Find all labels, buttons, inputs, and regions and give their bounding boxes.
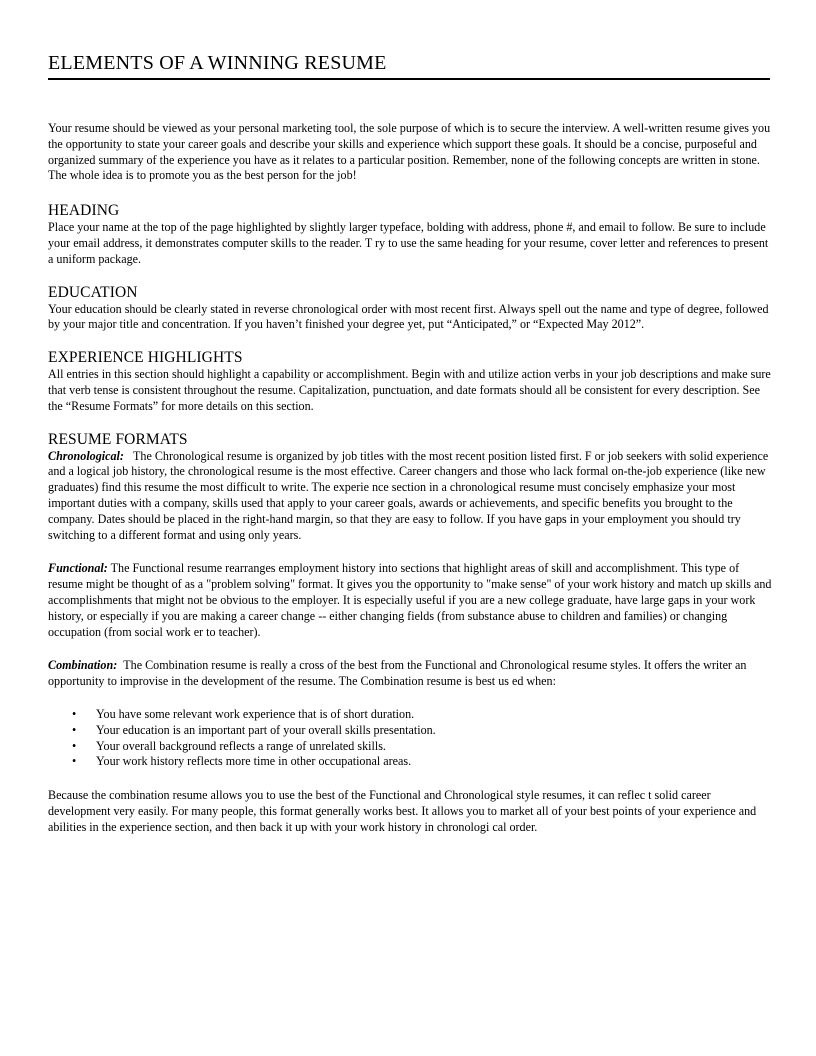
section-heading — [48, 202, 772, 267]
section-title-experience-highlights: EXPERIENCE HIGHLIGHTS — [48, 349, 243, 367]
combination-text: The Combination resume is really a cross of the best from the Functional and Chronological resume styles. It offers the writer an opportunity to improvise in the development of the resume. The Combination resume is best us ed when: — [48, 658, 747, 689]
list-item-text: Your work history reflects more time in other occupational areas. — [96, 754, 412, 769]
list-item — [48, 754, 772, 770]
intro-paragraph: Your resume should be viewed as your personal marketing tool, the sole purpose of which is to secure the interview. A well-written resume gives you the opportunity to state your career goals and describe your skills and experience which support these goals. It should be a concise, purposeful and organized summary of the experience you have as it relates to a particular position. Remember, none of the following concepts are written in stone. The whole idea is to promote you as the best person for the job! — [48, 121, 771, 183]
closing-paragraph: Because the combination resume allows you to use the best of the Functional and Chronological style resumes, it can reflec t solid career development very easily. For many people, this format generally works best. It allows you to market all of your best points of your experience and abilities in the experience section, and then back it up with your work history in chronologi cal order. — [48, 788, 757, 834]
section-education — [48, 284, 772, 334]
document-body — [48, 121, 772, 836]
bullet-icon: • — [72, 738, 77, 753]
list-item-text: Your education is an important part of your overall skills presentation. — [96, 722, 436, 737]
chronological-paragraph — [48, 449, 772, 544]
functional-label: Functional: — [48, 561, 108, 576]
list-item — [48, 739, 772, 755]
combination-paragraph — [48, 658, 772, 690]
title-underline — [48, 78, 770, 80]
bullet-icon: • — [72, 706, 77, 721]
section-text-heading: Place your name at the top of the page highlighted by slightly larger typeface, bolding with address, phone #, and email to follow. Be sure to include your email address, it demonstrates computer skills to the reader. T ry to use the same heading for your resume, cover letter and references to present a uniform package. — [48, 220, 769, 266]
section-title-education: EDUCATION — [48, 283, 138, 301]
combination-bullet-list — [48, 707, 772, 770]
bullet-icon: • — [72, 722, 77, 737]
functional-text: The Functional resume rearranges employment history into sections that highlight areas of skill and accomplishment. This type of resume might be thought of as a "problem solving" format. It gives you the opportunity to "make sense" of your work history and match up skills and accomplishments that might not be obvious to the employer. It is especially useful if you are a new college graduate, have large gaps in your work history, or especially if you are making a career change -- either changing fields (from substance abuse to children and families) or changing occupation (from social work er to teacher). — [48, 561, 772, 639]
document-title: ELEMENTS OF A WINNING RESUME — [48, 52, 387, 74]
functional-paragraph — [48, 561, 772, 640]
list-item — [48, 707, 772, 723]
combination-label: Combination: — [48, 658, 118, 673]
section-text-experience-highlights: All entries in this section should highlight a capability or accomplishment. Begin with and utilize action verbs in your job descriptions and make sure that verb tense is consistent throughout the resume. Capitalization, punctuation, and date formats should all be consistent for every description. See the “Resume Formats” for more details on this section. — [48, 367, 771, 413]
list-item-text: Your overall background reflects a range of unrelated skills. — [96, 738, 386, 753]
section-title-resume-formats: RESUME FORMATS — [48, 430, 188, 448]
chronological-text: The Chronological resume is organized by job titles with the most recent position listed first. F or job seekers with solid experience and a logical job history, the chronological resume is the most effective. Career changers and those who lack formal on-the-job experience (like new graduates) find this resume the most difficult to write. The experie nce section in a chronological resume must concisely emphasize your most important duties with a company, skills used that apply to your career goals, awards or achievements, and specific benefits you brought to the company. Dates should be placed in the right-hand margin, so that they are easy to follow. If you have gaps in your employment you should try switching to a different format and using only years. — [48, 448, 769, 542]
bullet-icon: • — [72, 754, 77, 769]
section-resume-formats — [48, 431, 772, 836]
section-title-heading: HEADING — [48, 202, 120, 220]
section-text-education: Your education should be clearly stated in reverse chronological order with most recent first. Always spell out the name and type of degree, followed by your major title and concentration. If you haven’t finished your degree yet, put “Anticipated,” or “Expected May 2012”. — [48, 301, 769, 332]
list-item-text: You have some relevant work experience that is of short duration. — [96, 706, 415, 721]
chronological-label: Chronological: — [48, 448, 124, 463]
list-item — [48, 723, 772, 739]
section-experience-highlights — [48, 349, 772, 414]
